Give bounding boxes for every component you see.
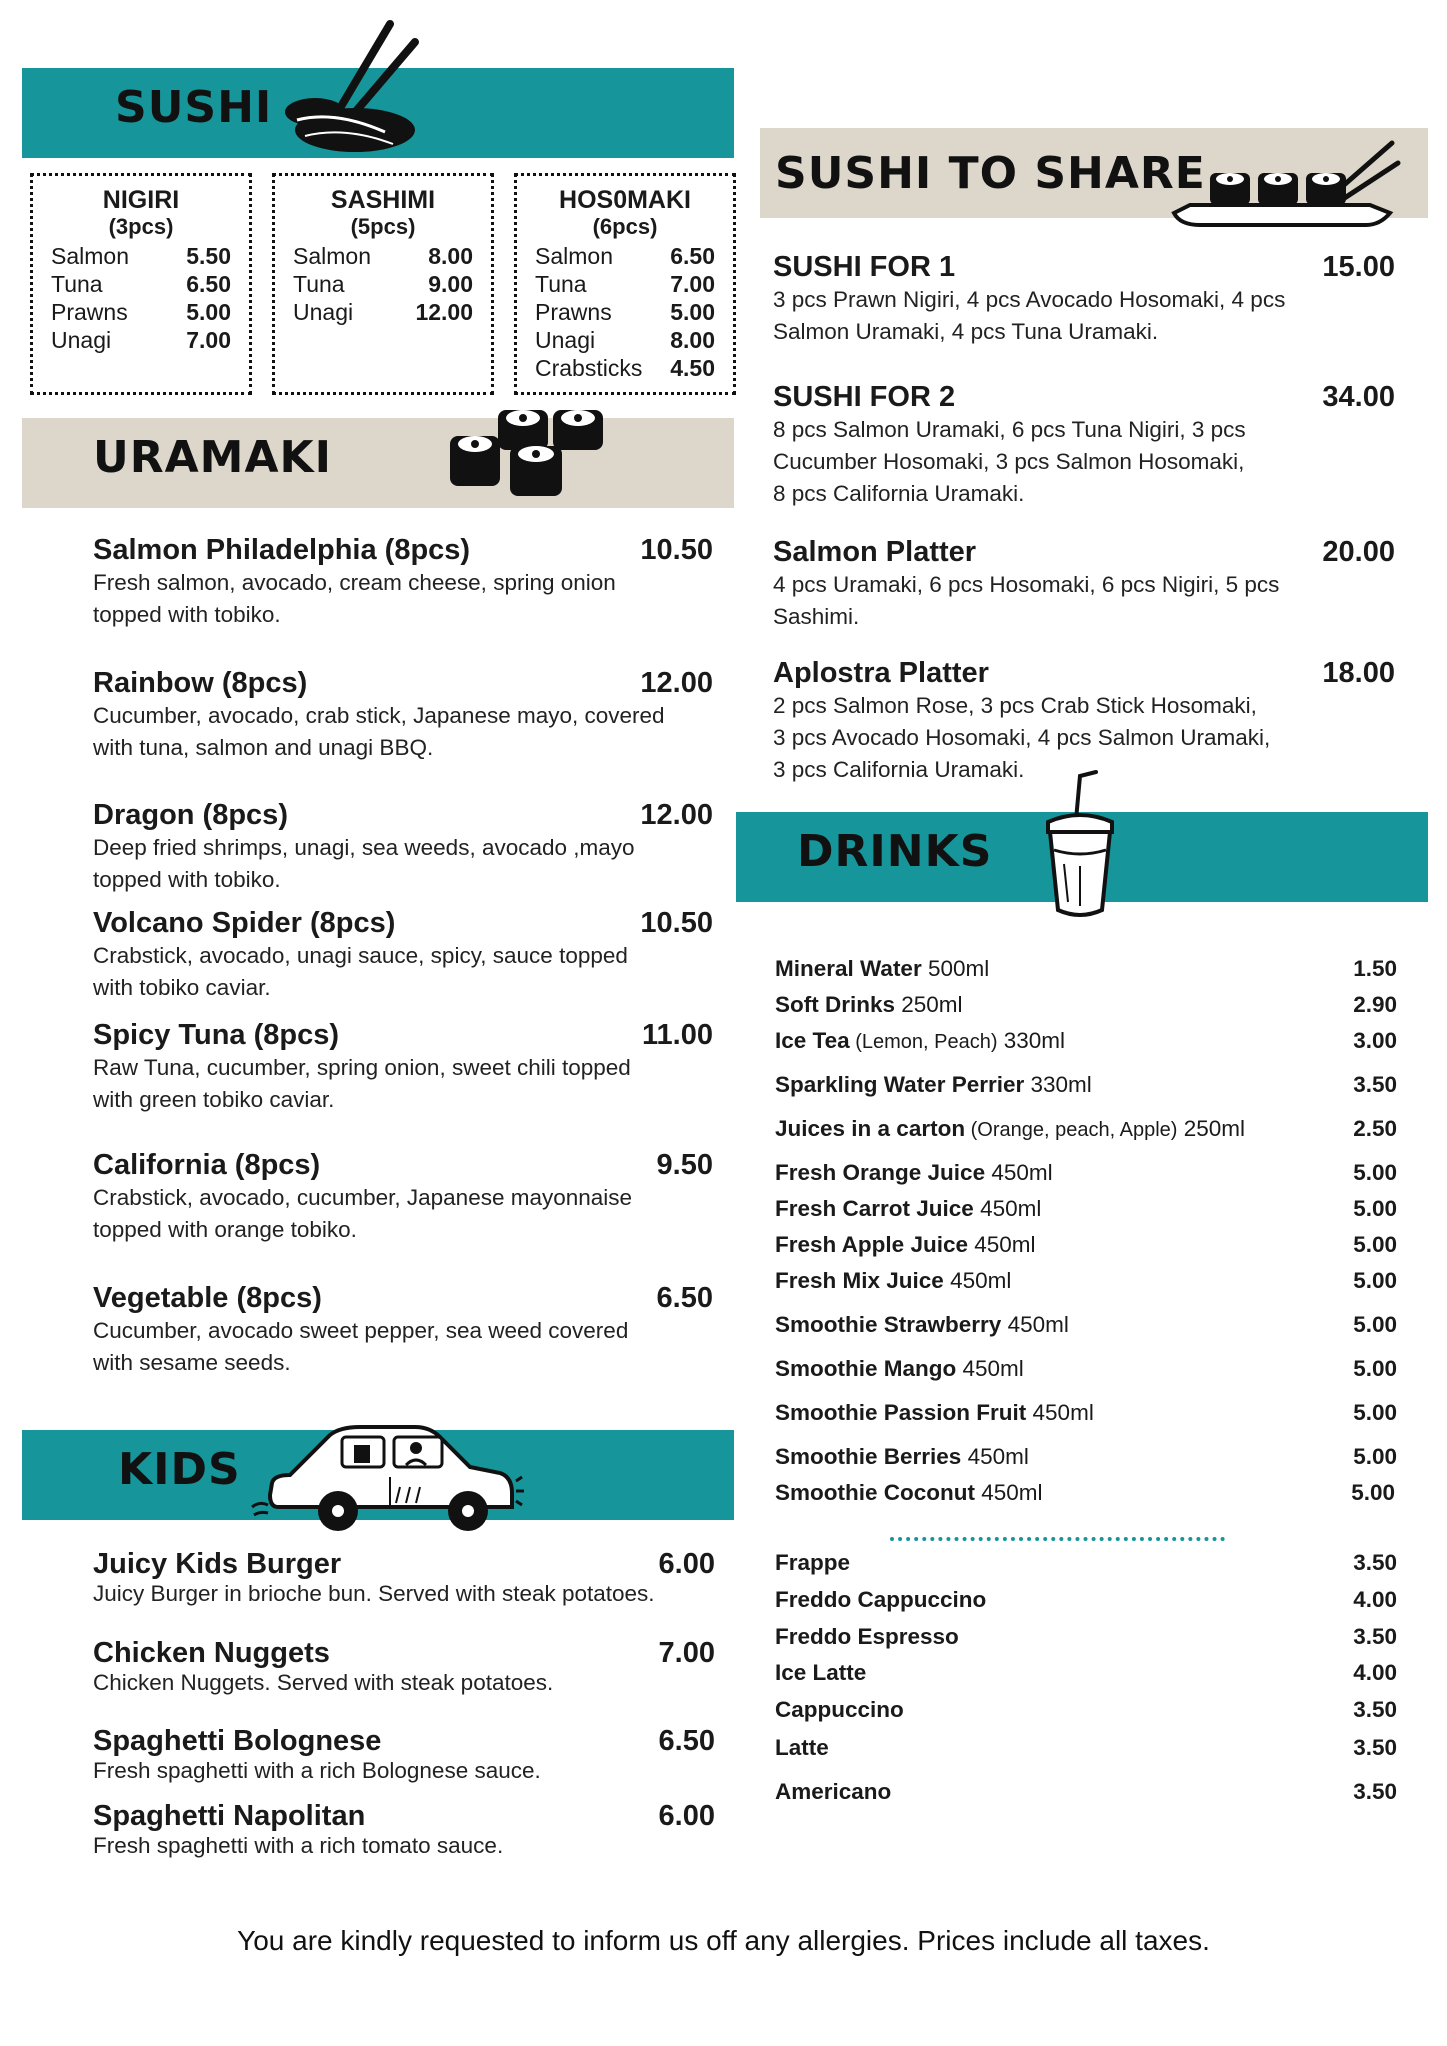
- car-icon: [250, 1415, 520, 1545]
- item-desc: with tobiko caviar.: [93, 975, 271, 1000]
- item-desc: Sashimi.: [773, 604, 860, 629]
- drink-row: Fresh Apple Juice 450ml 5.00: [775, 1232, 1397, 1257]
- item-desc: Cucumber, avocado sweet pepper, sea weed covered: [93, 1318, 629, 1343]
- item-name: Salmon Platter: [773, 536, 977, 568]
- item-desc: 3 pcs California Uramaki.: [773, 757, 1025, 782]
- menu-item: [93, 533, 713, 631]
- list-item: Salmon 8.00: [293, 243, 473, 269]
- item-desc: 8 pcs California Uramaki.: [773, 481, 1025, 506]
- menu-item: [93, 1148, 713, 1246]
- coffee-row: Cappuccino 3.50: [775, 1697, 1397, 1722]
- coffee-row: Freddo Cappuccino 4.00: [775, 1587, 1397, 1612]
- drink-row: Fresh Mix Juice 450ml 5.00: [775, 1268, 1397, 1293]
- menu-item: [93, 1799, 715, 1859]
- item-desc: Cucumber, avocado, crab stick, Japanese mayo, covered: [93, 703, 665, 728]
- item-desc: Deep fried shrimps, unagi, sea weeds, avocado ,mayo: [93, 835, 635, 860]
- item-name: Salmon Philadelphia (8pcs): [93, 534, 471, 566]
- item-desc: Raw Tuna, cucumber, spring onion, sweet chili topped: [93, 1055, 631, 1080]
- list-item: Salmon 5.50: [51, 243, 231, 269]
- item-name: Aplostra Platter: [773, 657, 989, 689]
- list-item: Tuna 6.50: [51, 271, 231, 297]
- allergy-notice: You are kindly requested to inform us off any allergies. Prices include all taxes.: [237, 1925, 1210, 1956]
- drink-row: Fresh Carrot Juice 450ml 5.00: [775, 1196, 1397, 1221]
- coffee-row: Freddo Espresso 3.50: [775, 1624, 1397, 1649]
- coffee-row: Latte 3.50: [775, 1735, 1397, 1760]
- item-price: 6.00: [658, 1548, 715, 1580]
- item-desc: 3 pcs Avocado Hosomaki, 4 pcs Salmon Uramaki,: [773, 725, 1271, 750]
- nigiri-count: (3pcs): [108, 214, 174, 239]
- menu-item: [93, 1547, 715, 1607]
- item-name: Chicken Nuggets: [93, 1637, 330, 1669]
- item-price: 7.00: [658, 1637, 715, 1669]
- menu-item: [773, 250, 1395, 348]
- sashimi-title: SASHIMI: [330, 186, 436, 214]
- drink-row: Soft Drinks 250ml 2.90: [775, 992, 1397, 1017]
- list-item: Prawns 5.00: [51, 299, 231, 325]
- share-title: SUSHI TO SHARE: [775, 148, 1206, 199]
- item-desc: Fresh salmon, avocado, cream cheese, spring onion: [93, 570, 616, 595]
- menu-item: [773, 535, 1395, 633]
- list-item: Unagi 7.00: [51, 327, 231, 353]
- item-name: Spaghetti Bolognese: [93, 1725, 382, 1757]
- item-name: Volcano Spider (8pcs): [93, 907, 396, 939]
- sashimi-count: (5pcs): [350, 214, 416, 239]
- item-name: Spaghetti Napolitan: [93, 1800, 366, 1832]
- item-price: 12.00: [640, 799, 713, 831]
- item-desc: topped with orange tobiko.: [93, 1217, 357, 1242]
- nigiri-title: NIGIRI: [102, 186, 180, 214]
- item-price: 34.00: [1322, 381, 1395, 413]
- item-desc: Fresh spaghetti with a rich Bolognese sauce.: [93, 1758, 541, 1783]
- drink-row: Smoothie Coconut 450ml 5.00: [775, 1480, 1395, 1505]
- item-price: 18.00: [1322, 657, 1395, 689]
- item-name: SUSHI FOR 2: [773, 381, 956, 413]
- uramaki-title: URAMAKI: [93, 432, 332, 483]
- item-price: 10.50: [640, 907, 713, 939]
- list-item: Unagi 12.00: [293, 299, 473, 325]
- drink-row: Mineral Water 500ml 1.50: [775, 956, 1397, 981]
- item-desc: 4 pcs Uramaki, 6 pcs Hosomaki, 6 pcs Nigiri, 5 pcs: [773, 572, 1280, 597]
- item-desc: Cucumber Hosomaki, 3 pcs Salmon Hosomaki,: [773, 449, 1245, 474]
- hosomaki-title: HOS0MAKI: [559, 186, 691, 214]
- item-name: Dragon (8pcs): [93, 799, 288, 831]
- hosomaki-count: (6pcs): [592, 214, 658, 239]
- item-price: 12.00: [640, 667, 713, 699]
- sushi-chopsticks-icon: [275, 20, 425, 160]
- item-price: 9.50: [656, 1149, 713, 1181]
- sushi-title: SUSHI: [115, 82, 273, 133]
- drink-row: Juices in a carton (Orange, peach, Apple) 250ml 2.50: [775, 1116, 1397, 1141]
- item-name: Vegetable (8pcs): [93, 1282, 322, 1314]
- menu-item: [93, 906, 713, 1004]
- item-desc: 3 pcs Prawn Nigiri, 4 pcs Avocado Hosomaki, 4 pcs: [773, 287, 1286, 312]
- item-desc: with tuna, salmon and unagi BBQ.: [93, 735, 434, 760]
- hosomaki-box: [514, 173, 736, 395]
- list-item: Tuna 9.00: [293, 271, 473, 297]
- drink-row: Smoothie Mango 450ml 5.00: [775, 1356, 1397, 1381]
- menu-item: [93, 1636, 715, 1696]
- kids-title: KIDS: [118, 1444, 241, 1495]
- item-name: Rainbow (8pcs): [93, 667, 308, 699]
- item-price: 6.50: [658, 1725, 715, 1757]
- list-item: Salmon 6.50: [535, 243, 715, 269]
- drink-row: Smoothie Berries 450ml 5.00: [775, 1444, 1397, 1469]
- drink-row: Smoothie Strawberry 450ml 5.00: [775, 1312, 1397, 1337]
- coffee-row: Ice Latte 4.00: [775, 1660, 1397, 1685]
- item-price: 15.00: [1322, 251, 1395, 283]
- item-desc: Crabstick, avocado, cucumber, Japanese mayonnaise: [93, 1185, 633, 1210]
- item-desc: Fresh spaghetti with a rich tomato sauce.: [93, 1833, 504, 1858]
- item-price: 20.00: [1322, 536, 1395, 568]
- item-desc: Chicken Nuggets. Served with steak potatoes.: [93, 1670, 554, 1695]
- list-item: Unagi 8.00: [535, 327, 715, 353]
- item-desc: Juicy Burger in brioche bun. Served with steak potatoes.: [93, 1581, 655, 1606]
- item-name: California (8pcs): [93, 1149, 321, 1181]
- item-price: 6.00: [658, 1800, 715, 1832]
- drink-row: Smoothie Passion Fruit 450ml 5.00: [775, 1400, 1397, 1425]
- item-desc: 2 pcs Salmon Rose, 3 pcs Crab Stick Hosomaki,: [773, 693, 1257, 718]
- item-desc: Crabstick, avocado, unagi sauce, spicy, sauce topped: [93, 943, 628, 968]
- menu-item: [93, 1018, 713, 1116]
- drinks-divider: [890, 1537, 1225, 1541]
- drink-row: Fresh Orange Juice 450ml 5.00: [775, 1160, 1397, 1185]
- item-desc: with green tobiko caviar.: [93, 1087, 335, 1112]
- sushi-platter-icon: [1170, 135, 1400, 235]
- item-name: Juicy Kids Burger: [93, 1548, 342, 1580]
- menu-item: [773, 656, 1395, 786]
- list-item: Crabsticks 4.50: [535, 355, 715, 381]
- drink-row: Sparkling Water Perrier 330ml 3.50: [775, 1072, 1397, 1097]
- uramaki-rolls-icon: [448, 396, 608, 506]
- sashimi-box: [272, 173, 494, 395]
- menu-item: [93, 1724, 715, 1784]
- drink-row: Ice Tea (Lemon, Peach) 330ml 3.00: [775, 1028, 1397, 1053]
- item-desc: topped with tobiko.: [93, 602, 281, 627]
- item-name: Spicy Tuna (8pcs): [93, 1019, 340, 1051]
- item-desc: 8 pcs Salmon Uramaki, 6 pcs Tuna Nigiri, 3 pcs: [773, 417, 1246, 442]
- menu-item: [93, 666, 713, 764]
- item-desc: Salmon Uramaki, 4 pcs Tuna Uramaki.: [773, 319, 1159, 344]
- menu-item: [93, 1281, 713, 1379]
- drinks-title: DRINKS: [797, 826, 993, 877]
- item-desc: topped with tobiko.: [93, 867, 281, 892]
- item-price: 10.50: [640, 534, 713, 566]
- item-price: 6.50: [656, 1282, 713, 1314]
- item-desc: with sesame seeds.: [93, 1350, 291, 1375]
- drink-cup-icon: [1040, 770, 1120, 920]
- nigiri-box: [30, 173, 252, 395]
- item-name: SUSHI FOR 1: [773, 251, 956, 283]
- coffee-row: Americano 3.50: [775, 1779, 1397, 1804]
- coffee-row: Frappe 3.50: [775, 1550, 1397, 1575]
- list-item: Prawns 5.00: [535, 299, 715, 325]
- menu-item: [93, 798, 713, 896]
- item-price: 11.00: [642, 1019, 713, 1051]
- menu-item: [773, 380, 1395, 510]
- list-item: Tuna 7.00: [535, 271, 715, 297]
